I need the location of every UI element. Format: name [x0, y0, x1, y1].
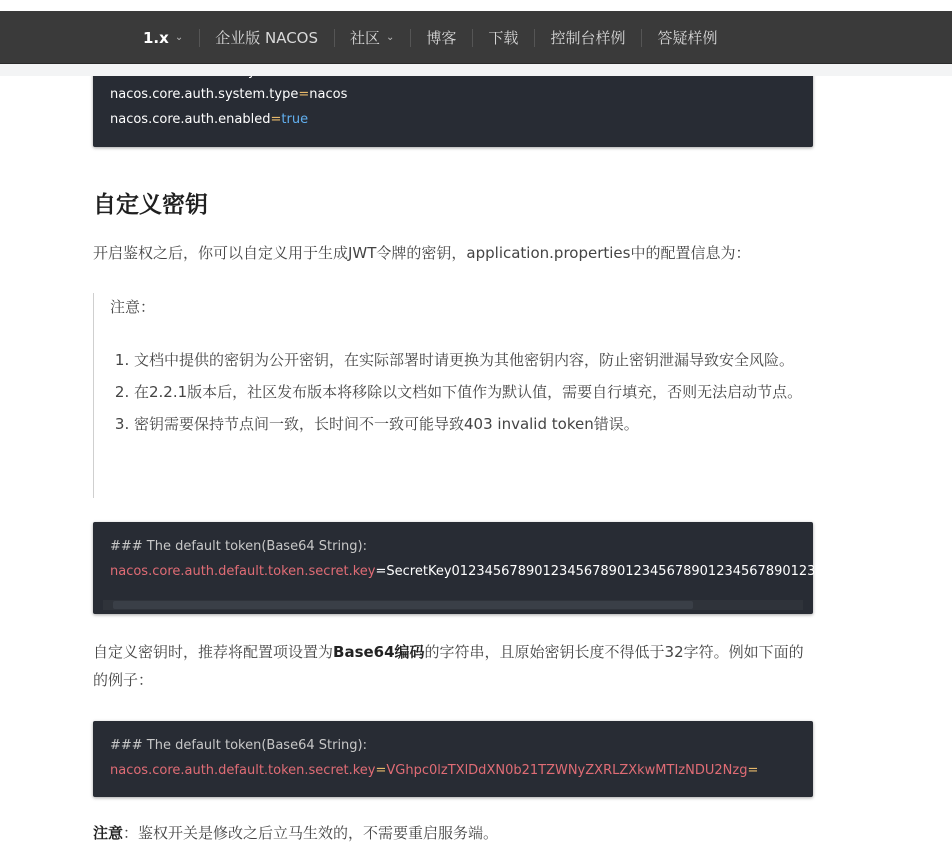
nav-item-community[interactable] [334, 11, 410, 64]
code-key: nacos.core.auth.system.type [110, 87, 299, 102]
code-line: nacos.core.auth.enabled=true [110, 112, 309, 127]
section-intro: 开启鉴权之后，你可以自定义用于生成JWT令牌的密钥，application.properties中的配置信息为： [93, 244, 751, 262]
note-title: 注意： [110, 298, 156, 316]
code-key: nacos.core.auth.enabled [110, 112, 271, 127]
chevron-down-icon: ⌄ [174, 32, 184, 43]
list-item: 1. 文档中提供的密钥为公开密钥，在实际部署时请更换为其他密钥内容，防止密钥泄漏导致安全风险。 [134, 345, 809, 375]
section-heading: 自定义密钥 [93, 192, 208, 218]
nav-item-label: 社区 [350, 29, 381, 47]
note-blockquote [93, 293, 813, 498]
para-bold: Base64编码 [333, 643, 425, 661]
nav-item-qa-demo[interactable] [641, 11, 733, 64]
nav-item-label: 企业版 NACOS [215, 29, 318, 47]
horizontal-scrollbar[interactable] [103, 600, 803, 610]
nav-item-label: 下载 [488, 29, 519, 47]
navbar-shadow [0, 64, 952, 76]
code-comment: ### The default token(Base64 String): [110, 539, 367, 554]
code-key: nacos.core.auth.default.token.secret.key [110, 763, 376, 778]
scrollbar-thumb[interactable] [113, 601, 693, 609]
list-item: 2. 在2.2.1版本后，社区发布版本将移除以文档如下值作为默认值，需要自行填充，否则无法启动节点。 [134, 377, 809, 407]
code-value: nacos [309, 87, 348, 102]
nav-item-label: 答疑样例 [657, 29, 718, 47]
nav-item-label: 博客 [426, 29, 457, 47]
top-strip [0, 0, 952, 11]
chevron-down-icon: ⌄ [386, 32, 395, 43]
code-line: nacos.core.auth.system.type=nacos [110, 87, 348, 102]
para-text: 自定义密钥时，推荐将配置项设置为 [93, 643, 334, 661]
footer-note-text: ：鉴权开关是修改之后立马生效的，不需要重启服务端。 [123, 824, 499, 842]
code-value: true [281, 112, 309, 127]
nav-menu [127, 11, 733, 64]
code-block-example-token [93, 721, 813, 797]
code-line: nacos.core.auth.default.token.secret.key=VGhpc0lzTXlDdXN0b21TZWNyZXRLZXkwMTIzNDU2Nzg= [110, 763, 759, 778]
note-list [134, 345, 809, 441]
code-comment: ### The default token(Base64 String): [110, 738, 367, 753]
code-block-default-token [93, 522, 948, 614]
code-block-auth-config [93, 68, 813, 147]
code-value: VGhpc0lzTXlDdXN0b21TZWNyZXRLZXkwMTIzNDU2Nzg [386, 763, 748, 778]
footer-note [93, 819, 813, 847]
top-navbar [0, 11, 952, 64]
nav-item-console-demo[interactable] [534, 11, 641, 64]
nav-item-enterprise[interactable] [199, 11, 334, 64]
code-value: SecretKey012345678901234567890123456789012345678901234567890123456789 [386, 564, 948, 579]
nav-item-download[interactable] [472, 11, 534, 64]
nav-item-label: 1.x [143, 28, 169, 47]
code-key: nacos.core.auth.default.token.secret.key [110, 564, 376, 579]
footer-note-bold: 注意 [93, 824, 124, 842]
code-line: nacos.core.auth.default.token.secret.key=SecretKey012345678901234567890123456789012345678901234567890123456789 [110, 564, 948, 579]
nav-item-blog[interactable] [410, 11, 472, 64]
list-item: 3. 密钥需要保持节点间一致，长时间不一致可能导致403 invalid token错误。 [134, 409, 809, 439]
nav-item-label: 控制台样例 [550, 29, 626, 47]
nav-item-version[interactable] [127, 11, 199, 64]
para-base64-hint [93, 638, 813, 694]
para-text: 的字符串，且原始密钥长度不得低于32字符。例如下面的的例子： [93, 643, 804, 689]
